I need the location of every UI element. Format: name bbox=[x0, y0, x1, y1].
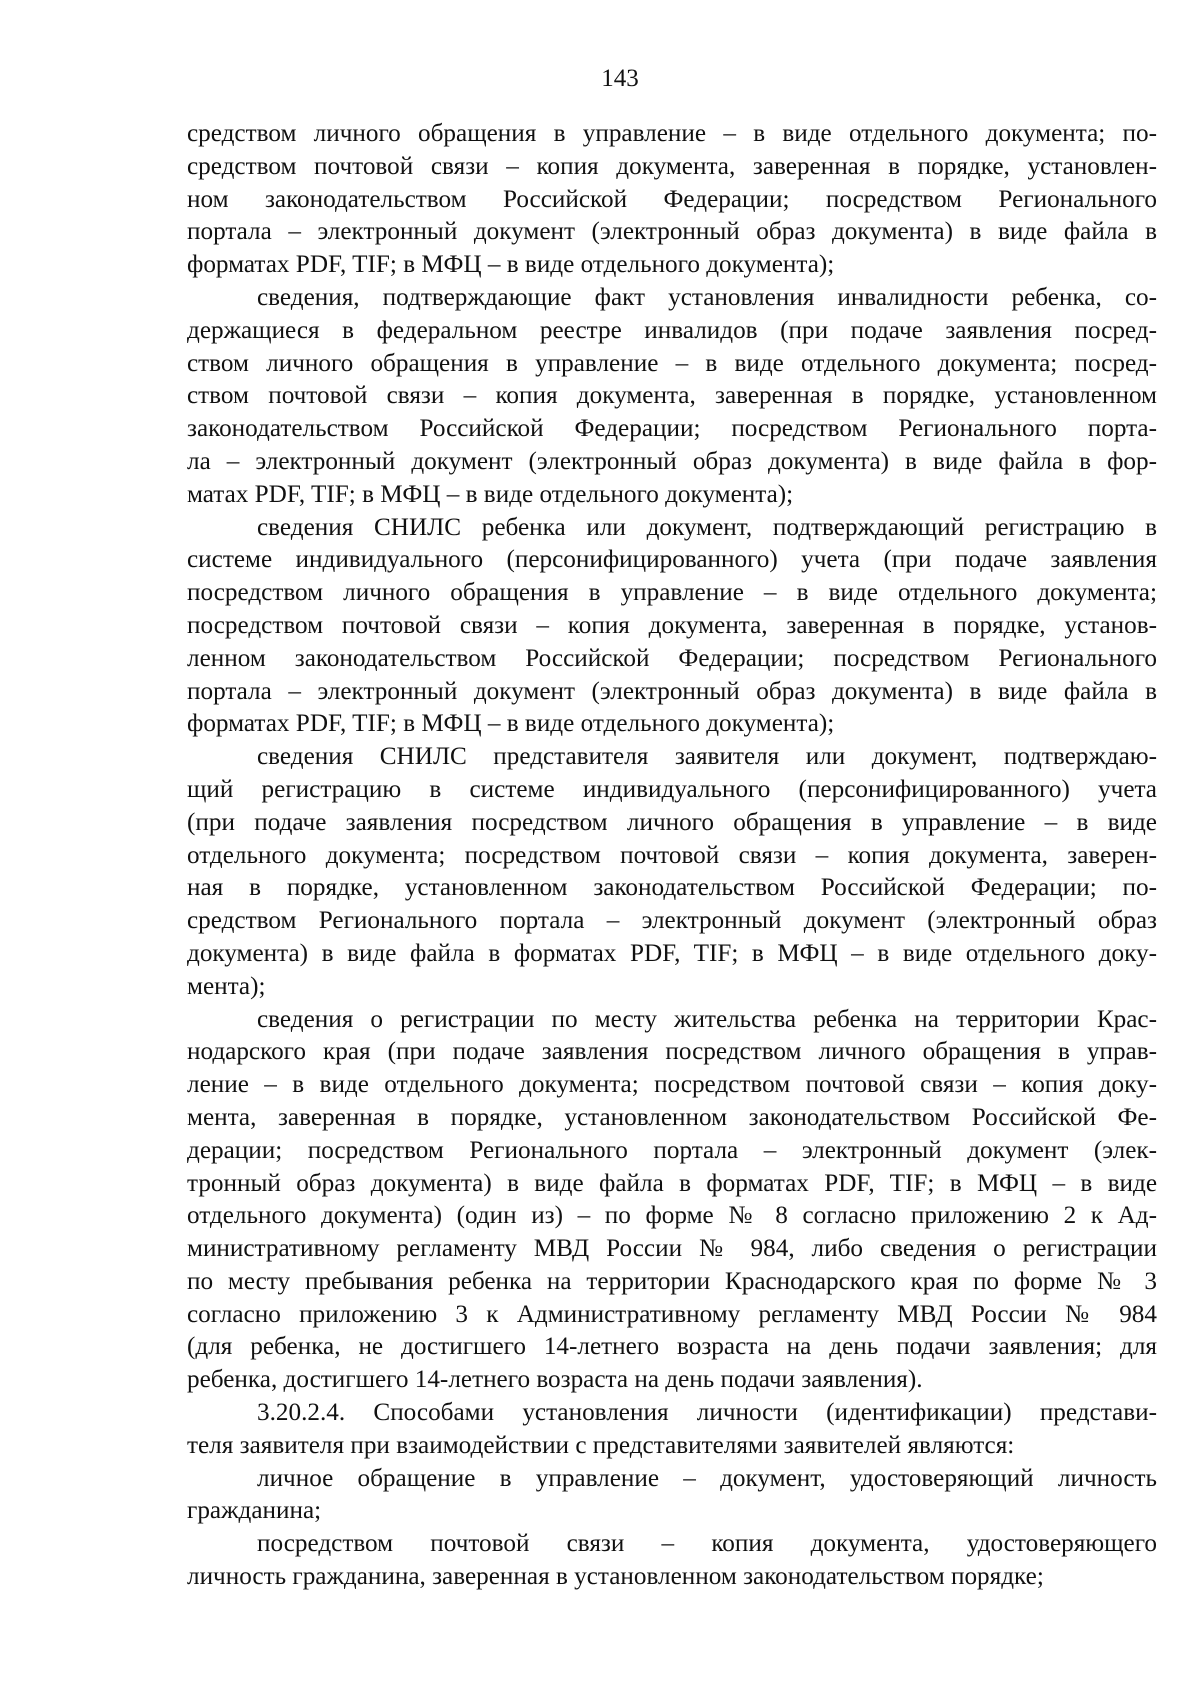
text-line: сведения, подтверждающие факт установления инвалидности ребенка, со- bbox=[257, 283, 1157, 311]
text-line: отдельного документа; посредством почтовой связи – копия документа, заверен- bbox=[187, 841, 1157, 869]
text-line: посредством почтовой связи – копия документа, заверенная в порядке, установ- bbox=[187, 611, 1157, 639]
text-line: системе индивидуального (персонифицированного) учета (при подаче заявления bbox=[187, 546, 1157, 574]
document-body bbox=[187, 118, 1157, 1594]
text-line: сведения о регистрации по месту жительства ребенка на территории Крас- bbox=[257, 1005, 1157, 1033]
text-line: посредством личного обращения в управление – в виде отдельного документа; bbox=[187, 579, 1157, 607]
paragraph bbox=[187, 1463, 1157, 1529]
paragraph bbox=[187, 1004, 1157, 1398]
text-line: личное обращение в управление – документ, удостоверяющий личность bbox=[257, 1464, 1157, 1492]
text-line: министративному регламенту МВД России № 984, либо сведения о регистрации bbox=[187, 1235, 1157, 1263]
text-line: ление – в виде отдельного документа; посредством почтовой связи – копия доку- bbox=[187, 1071, 1157, 1099]
text-line: ном законодательством Российской Федерации; посредством Регионального bbox=[187, 185, 1157, 213]
text-line: (при подаче заявления посредством личного обращения в управление – в виде bbox=[187, 808, 1157, 836]
text-line: согласно приложению 3 к Административному регламенту МВД России № 984 bbox=[187, 1300, 1157, 1328]
text-line: гражданина; bbox=[187, 1497, 322, 1525]
text-line: держащиеся в федеральном реестре инвалидов (при подаче заявления посред- bbox=[187, 316, 1157, 344]
text-line: портала – электронный документ (электронный образ документа) в виде файла в bbox=[187, 677, 1157, 705]
text-line: сведения СНИЛС ребенка или документ, подтверждающий регистрацию в bbox=[257, 513, 1157, 541]
text-line: мента, заверенная в порядке, установленном законодательством Российской Фе- bbox=[187, 1103, 1157, 1131]
text-line: ленном законодательством Российской Федерации; посредством Регионального bbox=[187, 644, 1157, 672]
text-line: теля заявителя при взаимодействии с представителями заявителей являются: bbox=[187, 1431, 1015, 1459]
text-line: средством личного обращения в управление – в виде отдельного документа; по- bbox=[187, 120, 1157, 147]
text-line: форматах PDF, TIF; в МФЦ – в виде отдельного документа); bbox=[187, 710, 835, 738]
text-line: нодарского края (при подаче заявления посредством личного обращения в управ- bbox=[187, 1038, 1157, 1066]
paragraph bbox=[187, 512, 1157, 742]
text-line: форматах PDF, TIF; в МФЦ – в виде отдельного документа); bbox=[187, 251, 835, 279]
text-line: средством почтовой связи – копия документа, заверенная в порядке, установлен- bbox=[187, 152, 1157, 180]
text-line: дерации; посредством Регионального портала – электронный документ (элек- bbox=[187, 1136, 1157, 1164]
text-line: щий регистрацию в системе индивидуального (персонифицированного) учета bbox=[187, 775, 1157, 803]
text-line: ная в порядке, установленном законодательством Российской Федерации; по- bbox=[187, 874, 1157, 902]
text-line: посредством почтовой связи – копия документа, удостоверяющего bbox=[257, 1530, 1157, 1558]
text-line: личность гражданина, заверенная в установленном законодательством порядке; bbox=[187, 1563, 1044, 1591]
text-line: по месту пребывания ребенка на территории Краснодарского края по форме № 3 bbox=[187, 1267, 1157, 1295]
text-line: отдельного документа) (один из) – по форме № 8 согласно приложению 2 к Ад- bbox=[187, 1202, 1157, 1230]
text-line: средством Регионального портала – электронный документ (электронный образ bbox=[187, 907, 1157, 935]
text-line: ребенка, достигшего 14-летнего возраста на день подачи заявления). bbox=[187, 1366, 923, 1394]
paragraph bbox=[187, 282, 1157, 512]
paragraph bbox=[187, 118, 1157, 282]
paragraph bbox=[187, 1528, 1157, 1594]
text-line: портала – электронный документ (электронный образ документа) в виде файла в bbox=[187, 218, 1157, 246]
text-line: мента); bbox=[187, 972, 266, 1000]
text-line: 3.20.2.4. Способами установления личности (идентификации) представи- bbox=[257, 1399, 1157, 1427]
paragraph bbox=[187, 1397, 1157, 1463]
paragraph bbox=[187, 741, 1157, 1003]
text-line: ла – электронный документ (электронный образ документа) в виде файла в фор- bbox=[187, 447, 1157, 475]
text-line: ством личного обращения в управление – в виде отдельного документа; посред- bbox=[187, 349, 1157, 377]
text-line: сведения СНИЛС представителя заявителя или документ, подтверждаю- bbox=[257, 743, 1157, 771]
page-number: 143 bbox=[601, 65, 639, 92]
text-line: документа) в виде файла в форматах PDF, TIF; в МФЦ – в виде отдельного доку- bbox=[187, 939, 1157, 967]
text-line: тронный образ документа) в виде файла в форматах PDF, TIF; в МФЦ – в виде bbox=[187, 1169, 1157, 1197]
text-line: матах PDF, TIF; в МФЦ – в виде отдельного документа); bbox=[187, 480, 794, 508]
text-line: ством почтовой связи – копия документа, заверенная в порядке, установленном bbox=[187, 382, 1157, 410]
text-line: законодательством Российской Федерации; посредством Регионального порта- bbox=[187, 415, 1157, 443]
text-line: (для ребенка, не достигшего 14-летнего возраста на день подачи заявления; для bbox=[187, 1333, 1157, 1361]
